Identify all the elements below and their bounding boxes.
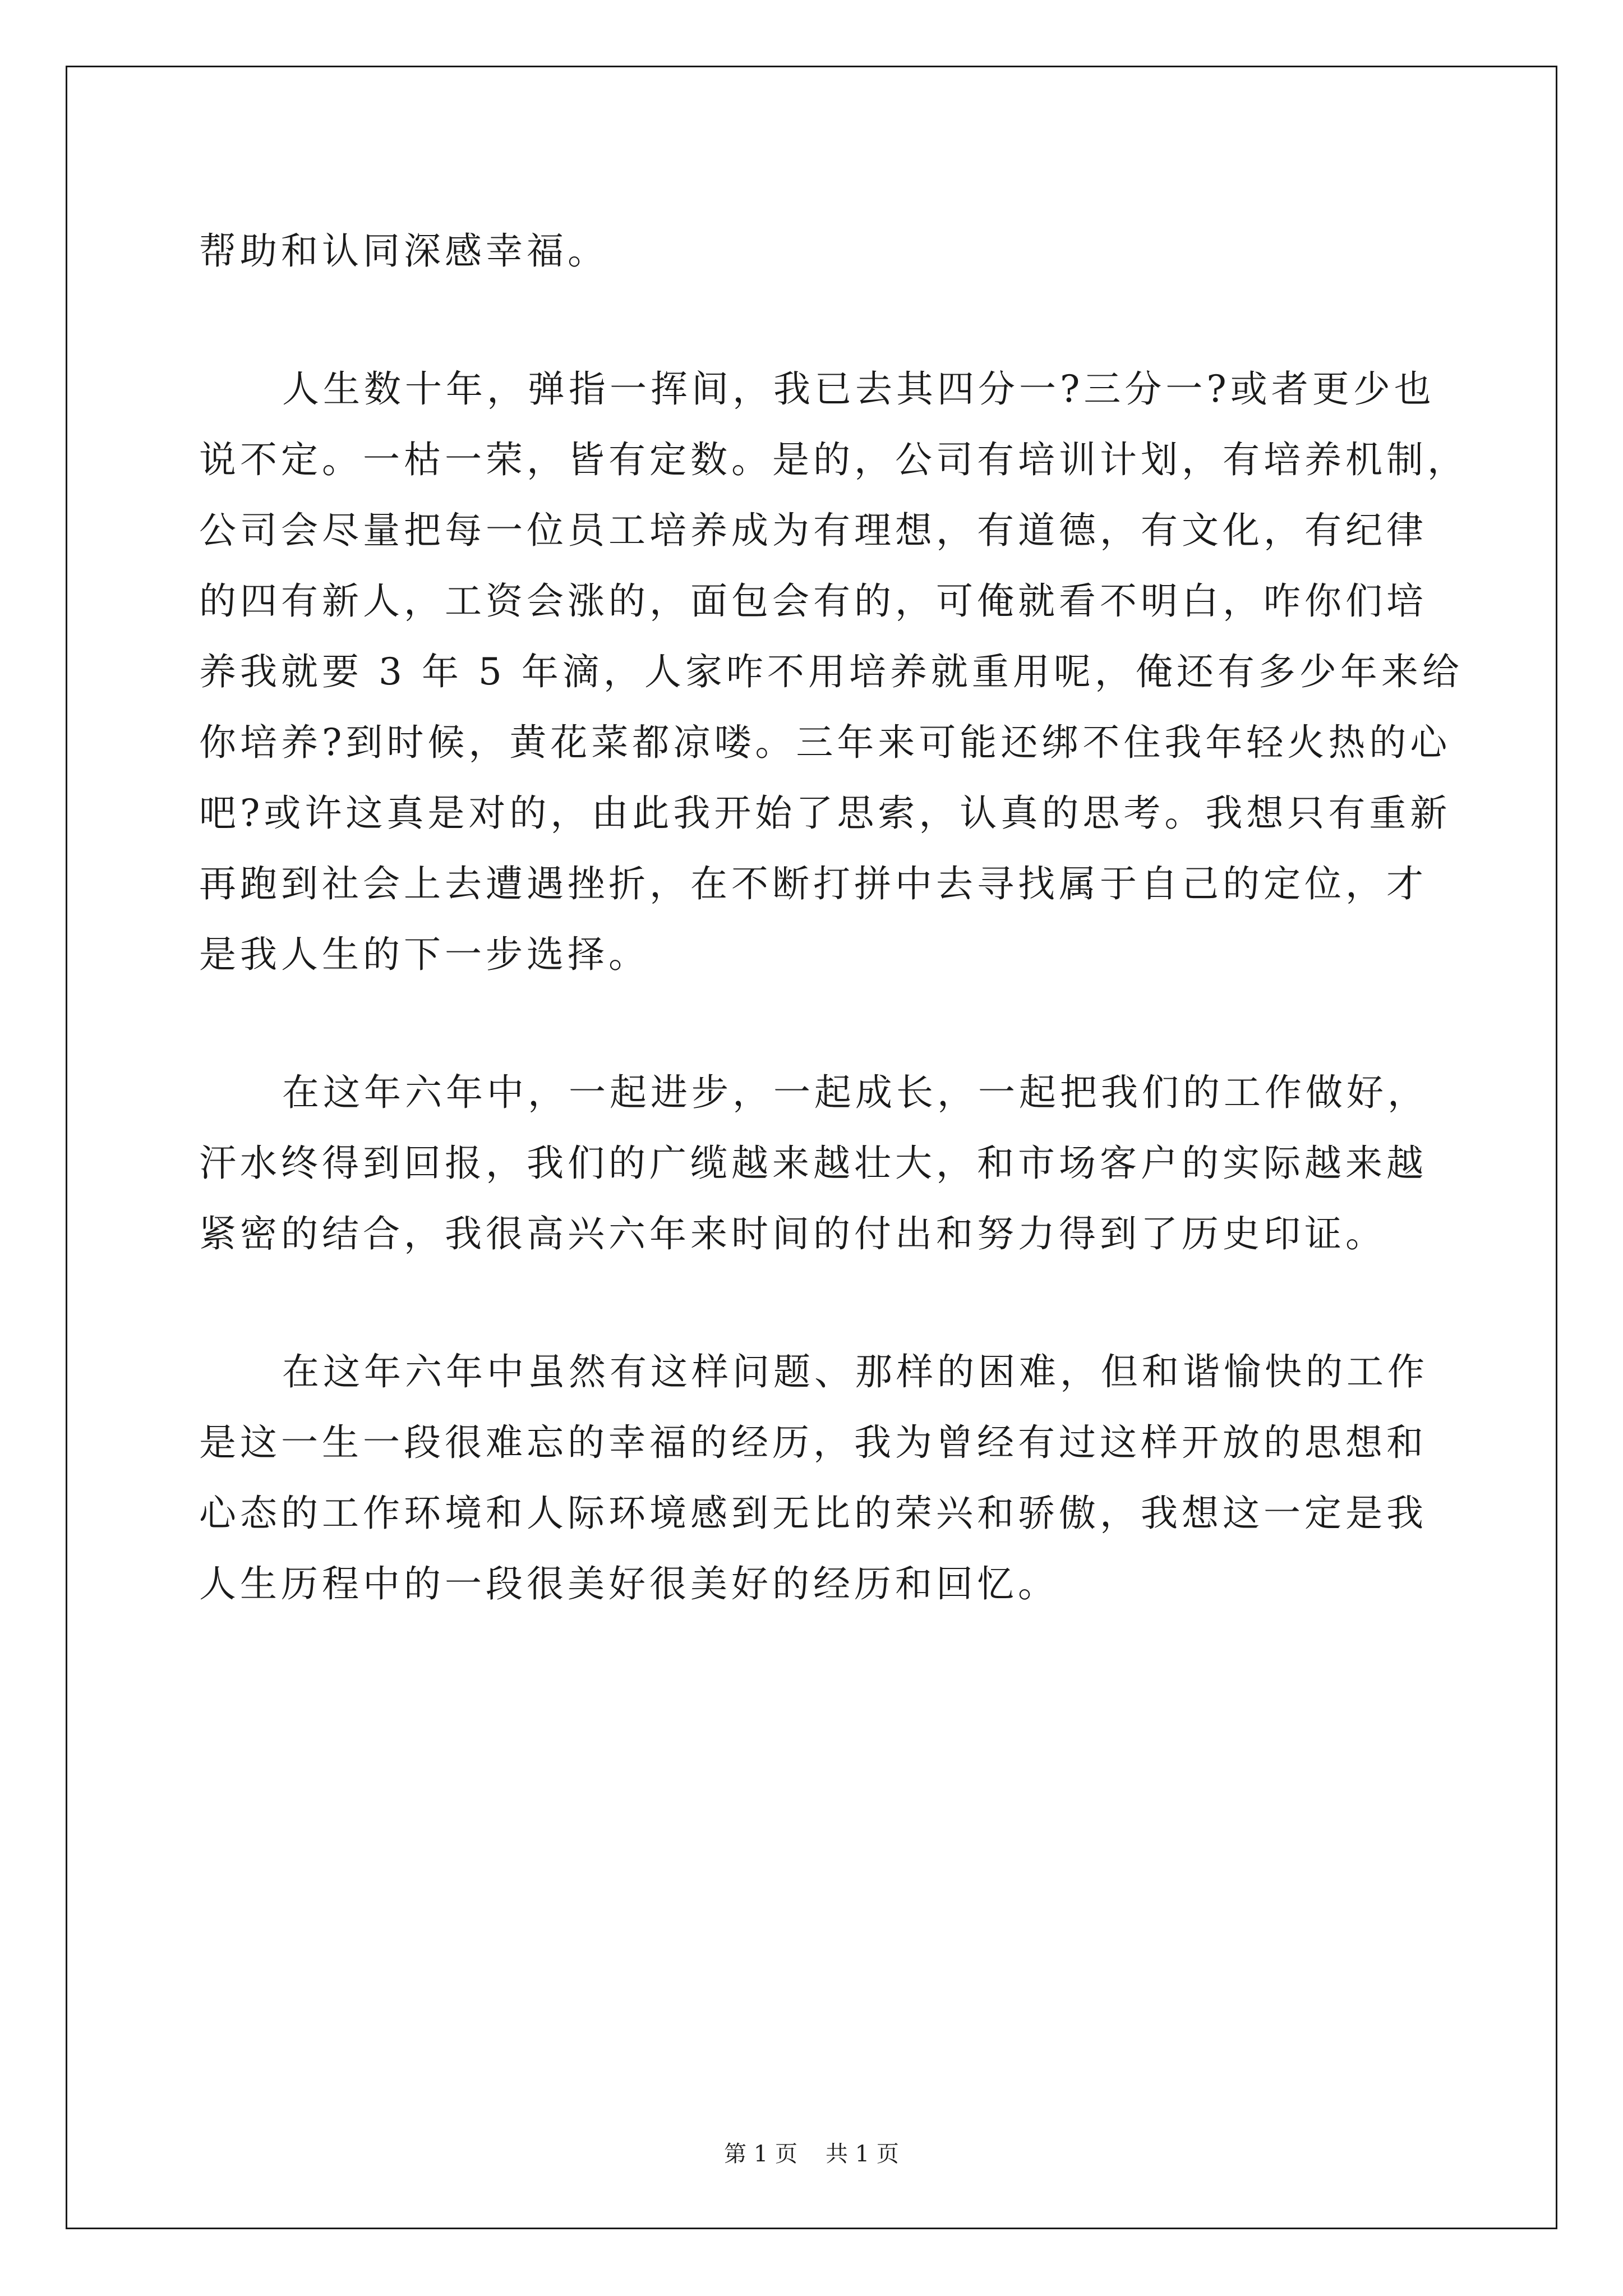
text-line: 是这一生一段很难忘的幸福的经历，我为曾经有过这样开放的思想和 xyxy=(199,1421,1427,1464)
text-line: 公司会尽量把每一位员工培养成为有理想，有道德，有文化，有纪律 xyxy=(199,509,1427,552)
text-line: 汗水终得到回报，我们的广缆越来越壮大，和市场客户的实际越来越 xyxy=(199,1142,1427,1185)
paragraph xyxy=(199,1337,1433,1619)
text-line: 心态的工作环境和人际环境感到无比的荣兴和骄傲，我想这一定是我 xyxy=(199,1492,1427,1535)
page-total: 共 1 页 xyxy=(826,2141,899,2167)
text-line: 紧密的结合，我很高兴六年来时间的付出和努力得到了历史印证。 xyxy=(199,1212,1386,1255)
text-line: 吧?或许这真是对的，由此我开始了思索，认真的思考。我想只有重新 xyxy=(199,792,1451,835)
text-line: 再跑到社会上去遭遇挫折，在不断打拼中去寻找属于自己的定位，才 xyxy=(199,862,1427,905)
text-line: 的四有新人，工资会涨的，面包会有的，可俺就看不明白，咋你们培 xyxy=(199,579,1427,623)
paragraph-spacing xyxy=(199,990,1433,1057)
page-footer xyxy=(0,2136,1623,2168)
page-number: 第 1 页 xyxy=(724,2141,797,2167)
text-line: 养我就要 3 年 5 年滴，人家咋不用培养就重用呢，俺还有多少年来给 xyxy=(199,650,1463,693)
text-line: 你培养?到时候，黄花菜都凉喽。三年来可能还绑不住我年轻火热的心 xyxy=(199,721,1451,764)
document-body xyxy=(199,216,1468,1619)
text-line: 说不定。一枯一荣，皆有定数。是的，公司有培训计划，有培养机制， xyxy=(199,438,1468,481)
text-line: 帮助和认同深感幸福。 xyxy=(199,229,608,273)
text-line: 是我人生的下一步选择。 xyxy=(199,933,649,976)
paragraph-spacing xyxy=(199,287,1433,354)
text-line: 人生历程中的一段很美好很美好的经历和回忆。 xyxy=(199,1562,1059,1605)
text-line: 在这年六年中，一起进步，一起成长，一起把我们的工作做好， xyxy=(282,1071,1428,1114)
paragraph xyxy=(199,216,1433,287)
text-line: 人生数十年，弹指一挥间，我已去其四分一?三分一?或者更少也 xyxy=(282,367,1435,411)
paragraph xyxy=(199,1057,1433,1269)
paragraph-spacing xyxy=(199,1269,1433,1337)
text-line: 在这年六年中虽然有这样问题、那样的困难，但和谐愉快的工作 xyxy=(282,1350,1428,1393)
paragraph xyxy=(199,354,1468,990)
